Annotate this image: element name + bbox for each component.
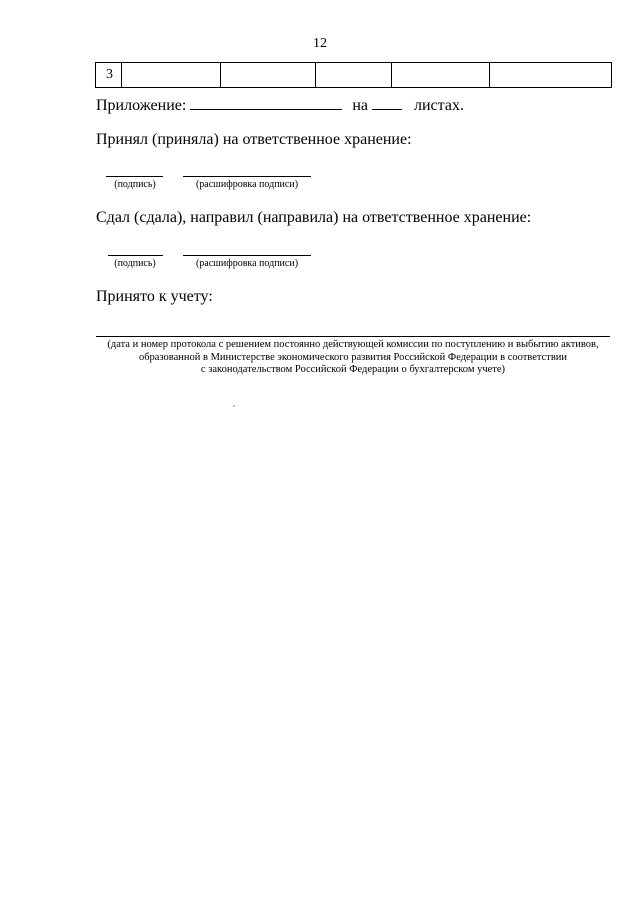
protocol-note-line: с законодательством Российской Федерации о бухгалтерском учете): [200, 364, 506, 375]
protocol-note-line: образованной в Министерстве экономического развития Российской Федерации в соответствии: [138, 351, 568, 363]
scan-speck: [233, 405, 235, 407]
protocol-note: [90, 339, 616, 377]
accepted-decoding-caption: (расшифровка подписи): [195, 179, 299, 190]
table-cell: [221, 63, 316, 88]
table-cell: [392, 63, 490, 88]
table-cell: [316, 63, 392, 88]
registered-heading: Принято к учету:: [96, 288, 213, 305]
accepted-signature-line: [106, 176, 163, 177]
protocol-line: [96, 336, 610, 337]
attachment-on: на: [352, 97, 368, 114]
table-cell: [490, 63, 612, 88]
attachment-blank: [190, 94, 342, 110]
accepted-decoding-line: [183, 176, 311, 177]
accepted-signature-caption: (подпись): [114, 179, 156, 190]
attachment-label: Приложение:: [96, 97, 187, 114]
accepted-heading: Принял (приняла) на ответственное хранение:: [96, 131, 412, 148]
sheets-count-blank: [372, 94, 402, 110]
handed-decoding-line: [183, 255, 311, 256]
attachment-sheets: листах.: [414, 97, 464, 114]
handed-signature-caption: (подпись): [114, 258, 156, 269]
items-table: [95, 62, 612, 88]
page-number: 12: [313, 36, 327, 51]
table-cell: [122, 63, 221, 88]
table-cell-number: 3: [96, 63, 122, 88]
handed-signature-line: [108, 255, 163, 256]
attachment-line: [96, 94, 464, 115]
protocol-note-line: (дата и номер протокола с решением постоянно действующей комиссии по поступлению и выбытию активов,: [107, 339, 599, 350]
handed-decoding-caption: (расшифровка подписи): [195, 258, 299, 269]
handed-heading: Сдал (сдала), направил (направила) на ответственное хранение:: [96, 209, 532, 226]
table-row: [96, 63, 612, 88]
